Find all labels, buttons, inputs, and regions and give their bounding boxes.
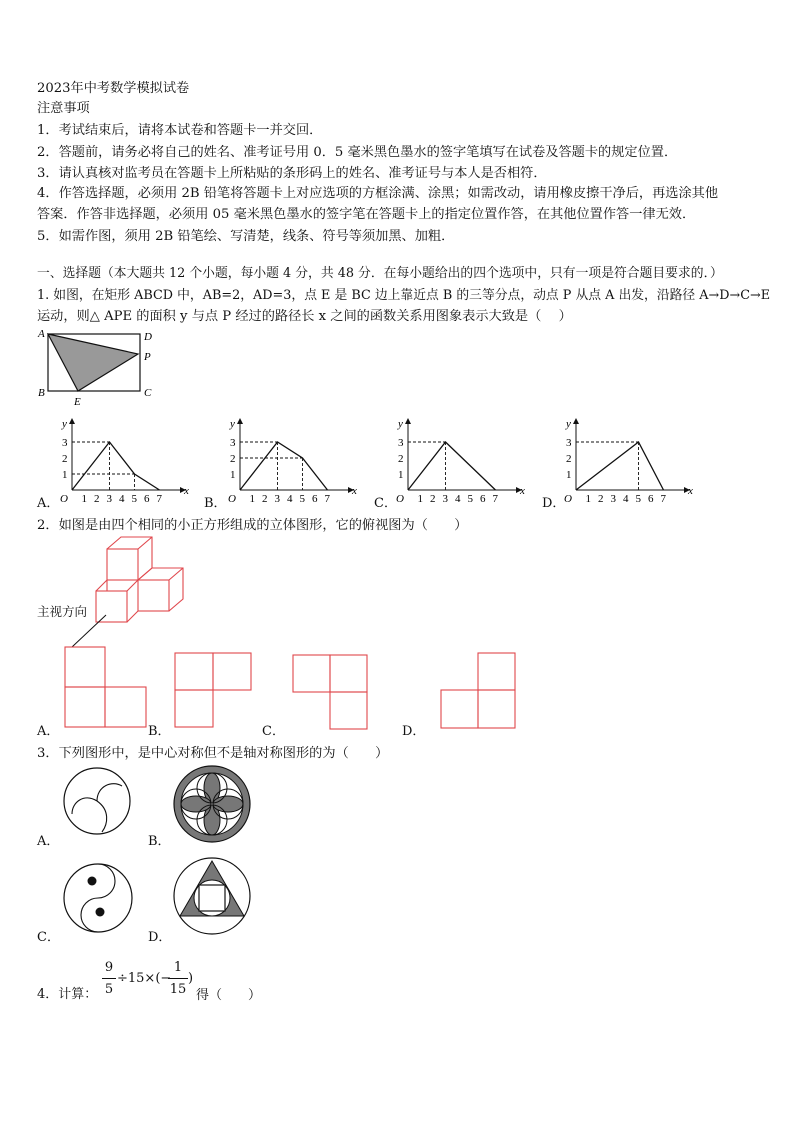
y-tick-label: 2 [62,453,68,465]
y-tick-label: 2 [398,453,404,465]
y-axis-arrow [573,418,579,424]
x-tick-label: 7 [324,493,330,505]
x-tick-label: 1 [249,493,255,505]
x-axis-label: x [184,485,189,497]
x-tick-label: 3 [610,493,616,505]
q4-frac2-bar [168,978,188,979]
function-curve [576,442,664,490]
x-tick-label: 1 [417,493,423,505]
q1-graph-a[interactable] [58,418,189,505]
q3-option-b-figure[interactable] [172,764,252,844]
note-4-cont: 答案．作答非选择题，必须用 05 毫米黑色墨水的签字笔在答题卡上的指定位置作答，在其他位置作答一律无效． [37,207,696,222]
note-3: 3．请认真核对监考员在答题卡上所粘贴的条形码上的姓名、准考证号与本人是否相符． [37,166,547,181]
q4-frac1-num: 9 [104,960,114,975]
direction-arrow [72,615,106,647]
y-tick-label: 1 [230,469,236,481]
q2-option-a-label[interactable]: A． [37,724,60,739]
q2-option-c-label[interactable]: C． [262,724,285,739]
x-tick-label: 4 [119,493,125,505]
origin-label: O [60,493,68,505]
x-tick-label: 4 [455,493,461,505]
y-tick-label: 2 [230,453,236,465]
origin-label: O [228,493,236,505]
x-tick-label: 1 [81,493,87,505]
q4-frac1-den: 5 [104,982,114,997]
q2-cube-figure [70,535,190,655]
y-axis-label: y [62,418,67,430]
label-c: C [144,387,152,399]
x-tick-label: 5 [467,493,473,505]
x-tick-label: 2 [262,493,268,505]
q4-frac2-den: 15 [169,982,187,997]
label-d: D [144,331,152,343]
q1-graph-c[interactable] [394,418,525,505]
note-2: 2．答题前，请务必将自己的姓名、准考证号用 0．5 毫米黑色墨水的签字笔填写在试卷及答题卡的规定位置． [37,145,678,160]
note-5: 5．如需作图，须用 2B 铅笔绘、写清楚，线条、符号等须加黑、加粗． [37,229,455,244]
q3-option-c-label[interactable]: C． [37,930,60,945]
q2-option-d-label[interactable]: D． [402,724,426,739]
q2-option-d-shape[interactable] [440,652,518,730]
q1-rectangle-figure [36,328,166,408]
q2-option-a-shape[interactable] [64,646,148,728]
y-axis-label: y [230,418,235,430]
q1-option-d-label[interactable]: D． [542,496,566,511]
function-curve [72,442,160,490]
q1-option-a-label[interactable]: A． [37,496,60,511]
y-tick-label: 1 [398,469,404,481]
y-tick-label: 1 [62,469,68,481]
label-p: P [144,351,151,363]
x-axis-label: x [688,485,693,497]
x-tick-label: 2 [430,493,436,505]
y-tick-label: 3 [566,437,572,449]
q2-option-c-shape[interactable] [292,654,370,730]
x-tick-label: 3 [274,493,280,505]
y-tick-label: 3 [398,437,404,449]
label-b: B [38,387,45,399]
x-tick-label: 4 [623,493,629,505]
x-tick-label: 5 [299,493,305,505]
x-tick-label: 6 [312,493,318,505]
x-tick-label: 6 [480,493,486,505]
q3-option-b-label[interactable]: B． [148,834,171,849]
label-a: A [38,328,45,340]
q2-option-b-label[interactable]: B． [148,724,171,739]
q1-option-c-label[interactable]: C． [374,496,397,511]
function-curve [408,442,496,490]
label-e: E [74,396,81,408]
x-tick-label: 5 [131,493,137,505]
q3-stem: 3．下列图形中，是中心对称但不是轴对称图形的为（ ） [37,746,389,761]
x-tick-label: 4 [287,493,293,505]
q4-middle: ÷15×(− [117,971,172,986]
x-tick-label: 6 [144,493,150,505]
note-4: 4．作答选择题，必须用 2B 铅笔将答题卡上对应选项的方框涂满、涂黑；如需改动，请用橡皮擦干净后，再选涂其他 [37,186,719,201]
y-tick-label: 2 [566,453,572,465]
q3-option-d-label[interactable]: D． [148,930,172,945]
q2-option-b-shape[interactable] [174,652,254,728]
q4-frac2-num: 1 [173,960,183,975]
origin-label: O [396,493,404,505]
x-tick-label: 7 [660,493,666,505]
y-axis-arrow [405,418,411,424]
notice-title: 注意事项 [37,101,90,116]
origin-label: O [564,493,572,505]
q4-suffix: 得（ ） [196,988,262,1003]
q1-stem-line1: 1. 如图，在矩形 ABCD 中，AB=2，AD=3，点 E 是 BC 边上靠近点 B 的三等分点，动点 P 从点 A 出发，沿路径 A→D→C→E [37,288,771,303]
x-tick-label: 1 [585,493,591,505]
x-axis-label: x [352,485,357,497]
y-axis-arrow [69,418,75,424]
y-axis-label: y [398,418,403,430]
x-tick-label: 3 [106,493,112,505]
section-heading: 一、选择题（本大题共 12 个小题，每小题 4 分，共 48 分．在每小题给出的四个选项中，只有一项是符合题目要求的．） [37,266,723,281]
q4-prefix: 4．计算： [37,987,98,1002]
x-tick-label: 2 [598,493,604,505]
y-tick-label: 3 [62,437,68,449]
q3-option-a-label[interactable]: A． [37,834,60,849]
y-axis-arrow [237,418,243,424]
exam-title: 2023年中考数学模拟试卷 [37,81,190,96]
q1-option-b-label[interactable]: B． [204,496,227,511]
x-tick-label: 7 [156,493,162,505]
x-tick-label: 7 [492,493,498,505]
q1-graph-d[interactable] [562,418,693,505]
x-axis-label: x [520,485,525,497]
q4-frac1-bar [102,978,116,979]
function-curve [240,442,328,490]
q1-graph-b[interactable] [226,418,357,505]
direction-label: 主视方向 [37,604,88,619]
q4-close-paren: ) [188,971,194,986]
q1-stem-line2: 运动，则△ APE 的面积 y 与点 P 经过的路径长 x 之间的函数关系用图象表示大致是（ ） [37,309,572,324]
q2-stem: 2．如图是由四个相同的小正方形组成的立体图形，它的俯视图为（ ） [37,518,468,533]
x-tick-label: 3 [442,493,448,505]
x-tick-label: 6 [648,493,654,505]
triangle-ape [48,334,138,391]
q3-option-a-figure[interactable] [62,766,132,836]
x-tick-label: 5 [635,493,641,505]
y-axis-label: y [566,418,571,430]
y-tick-label: 3 [230,437,236,449]
note-1: 1．考试结束后，请将本试卷和答题卡一并交回． [37,123,323,138]
q3-option-d-figure[interactable] [172,856,252,936]
x-tick-label: 2 [94,493,100,505]
y-tick-label: 1 [566,469,572,481]
q3-option-c-figure[interactable] [62,862,134,934]
